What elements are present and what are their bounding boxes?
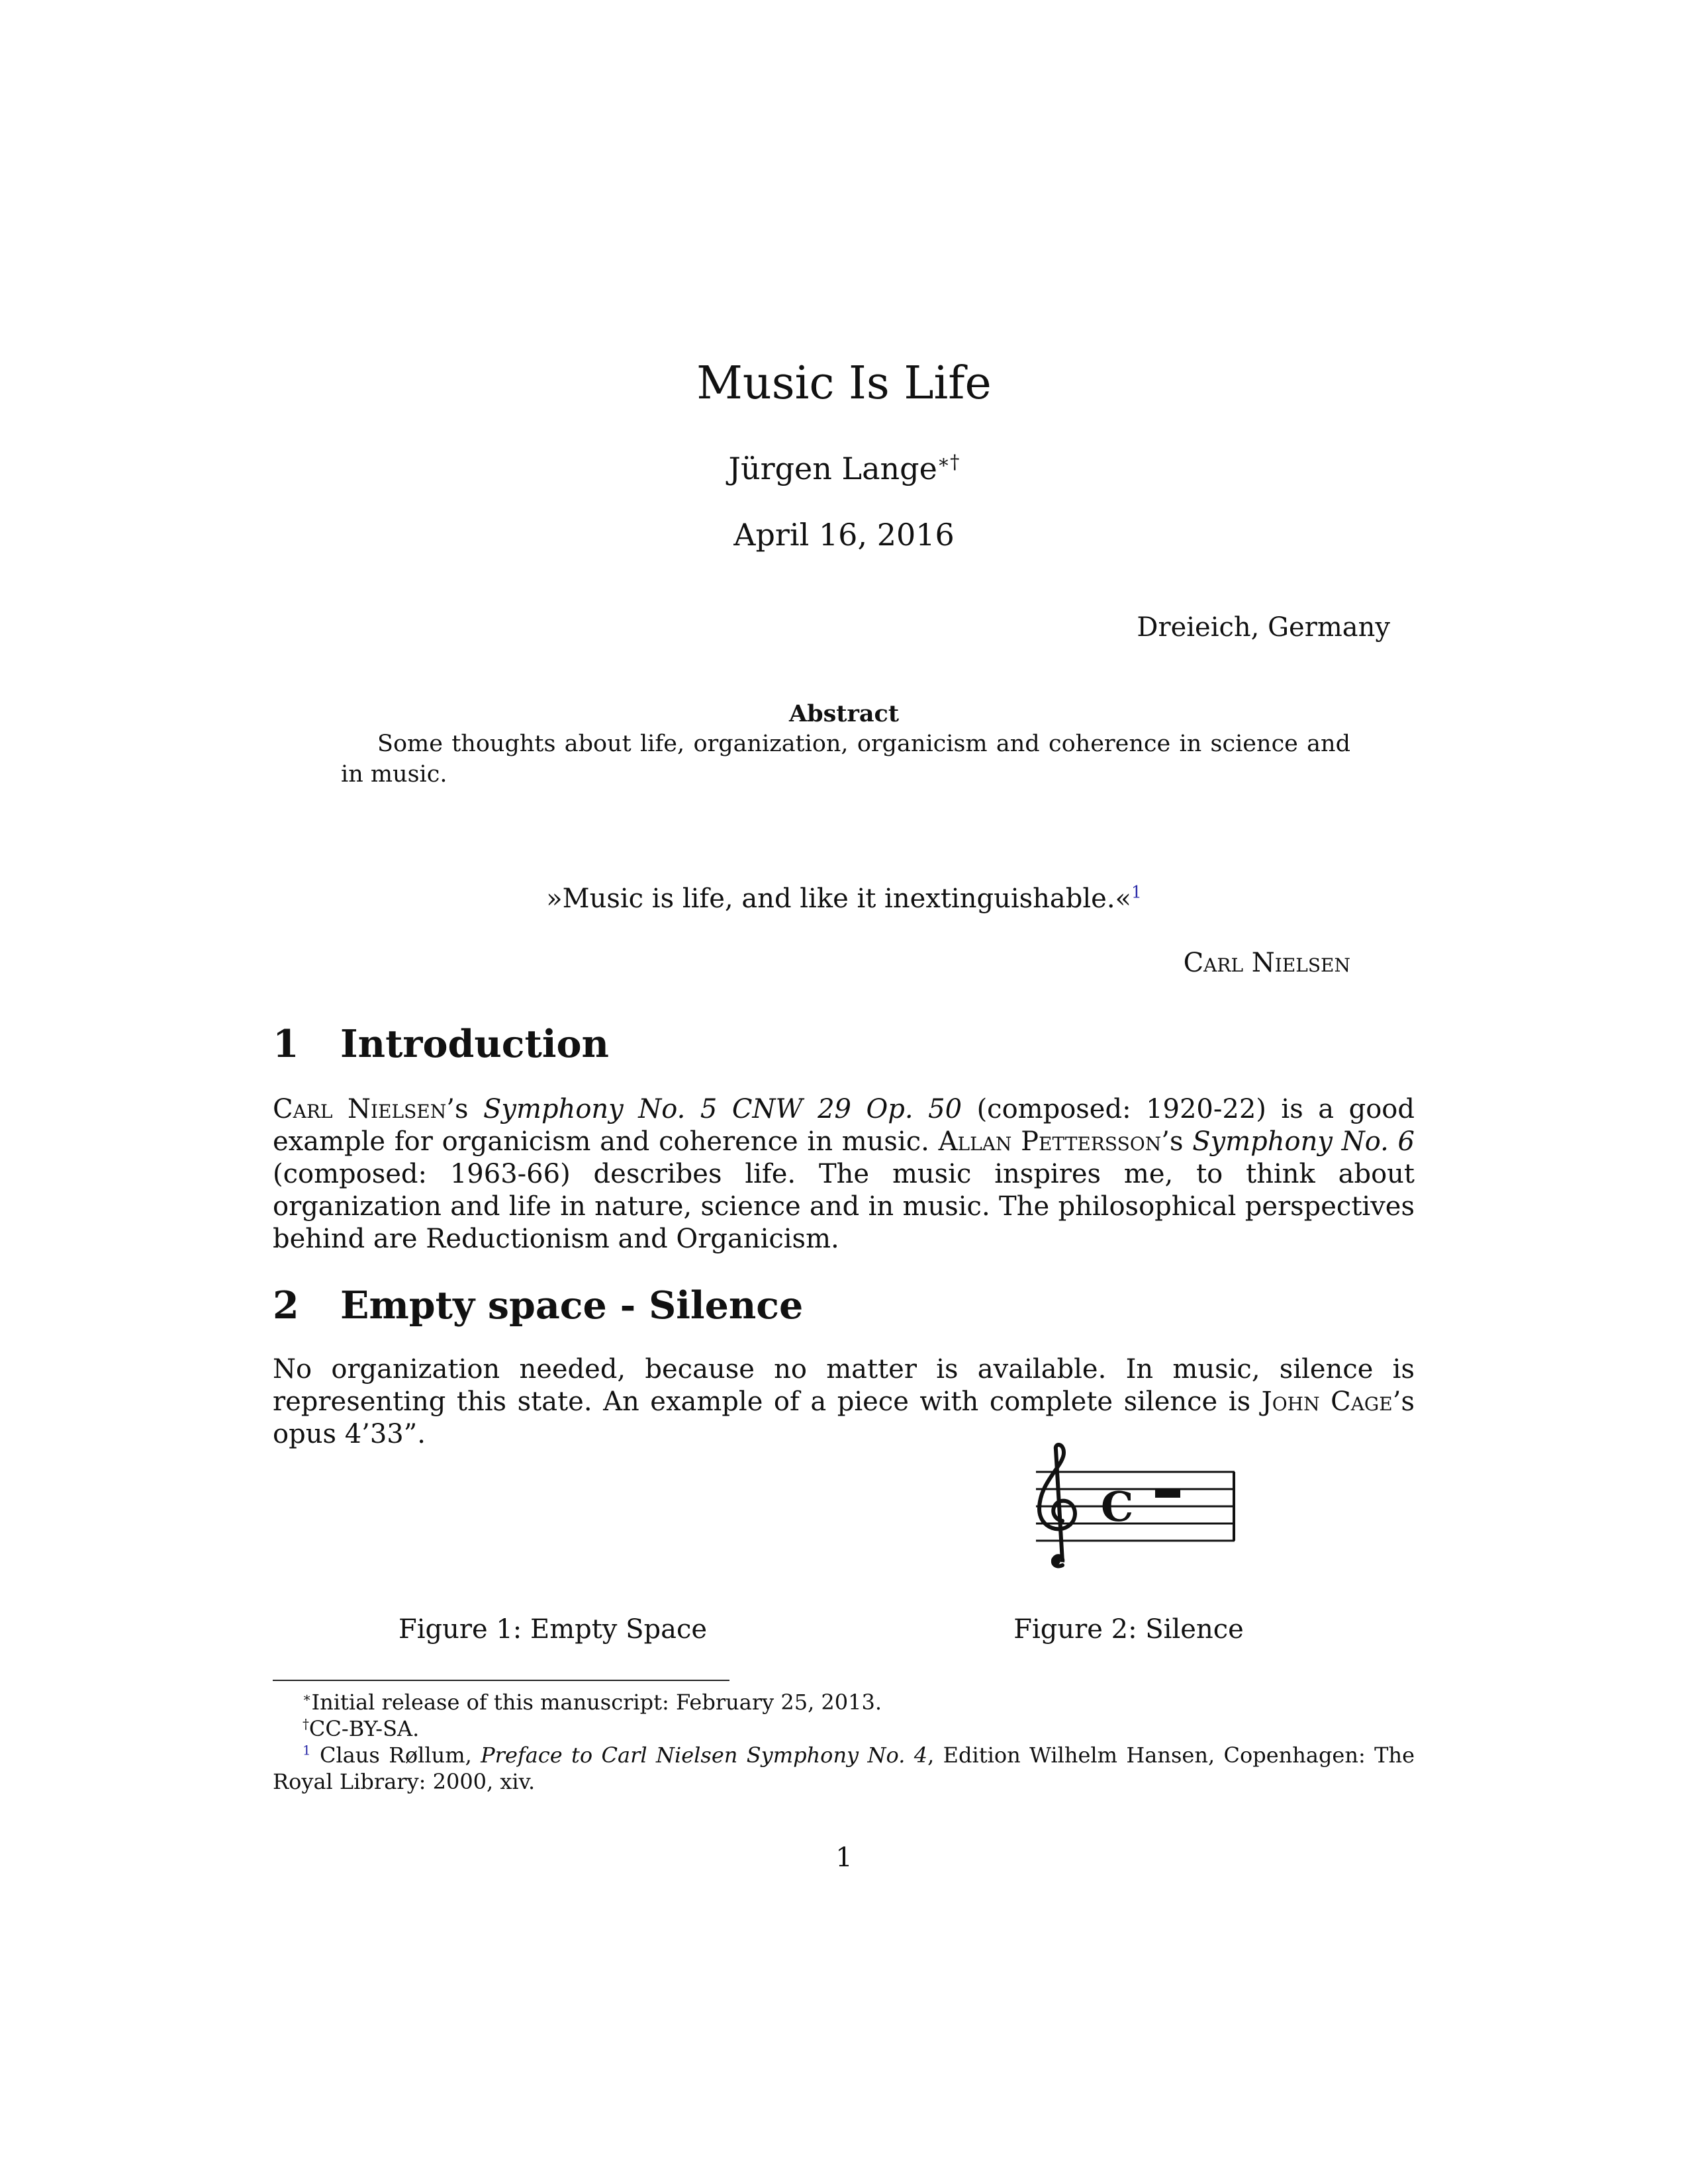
- text-run: ’s opus 4’33”.: [273, 1387, 1415, 1449]
- footnote-text: Initial release of this manuscript: February 25, 2013.: [311, 1690, 882, 1715]
- text-run: ’s: [446, 1094, 484, 1124]
- figure-1-caption: Figure 1: Empty Space: [398, 1614, 708, 1645]
- text-run: (composed: 1920-22) is a good example for organicism and coherence in music.: [273, 1094, 1415, 1157]
- composer-name: Allan Pettersson: [938, 1126, 1162, 1157]
- section-title: Introduction: [340, 1022, 609, 1066]
- epigraph-text: »Music is life, and like it inextinguishable.«: [546, 884, 1132, 914]
- text-run: (composed: 1963-66) describes life. The music inspires me, to think about organization and life in nature, science and in music. The philosophical perspectives behind are Reductionism and Organicism.: [273, 1159, 1415, 1254]
- section-number: 2: [273, 1283, 299, 1328]
- epigraph-quote: [0, 882, 1688, 915]
- composer-name: John Cage: [1261, 1387, 1393, 1417]
- work-title: Symphony No. 6: [1192, 1126, 1415, 1157]
- work-title: Symphony No. 5 CNW 29 Op. 50: [483, 1094, 962, 1124]
- introduction-paragraph: [273, 1093, 1415, 1255]
- abstract-heading: Abstract: [788, 700, 900, 727]
- footnote-1: [273, 1689, 1415, 1715]
- page-number: 1: [835, 1843, 853, 1873]
- composer-name: Carl Nielsen: [273, 1094, 447, 1124]
- text-run: No organization needed, because no matter is available. In music, silence is representing this state. An example of a piece with complete silence is: [273, 1354, 1415, 1417]
- common-time-glyph: C: [1101, 1482, 1134, 1531]
- section-number: 1: [273, 1022, 299, 1066]
- location: Dreieich, Germany: [1137, 612, 1390, 643]
- footnote-rule: [273, 1680, 729, 1681]
- empty-space-paragraph: [273, 1353, 1415, 1451]
- epigraph-footnote-link[interactable]: 1: [1131, 882, 1142, 902]
- footnote-mark[interactable]: 1: [303, 1743, 311, 1758]
- footnote-text: CC-BY-SA.: [308, 1716, 420, 1741]
- music-staff-figure: [1036, 1443, 1248, 1575]
- author-line: [0, 450, 1688, 487]
- paper-date: April 16, 2016: [733, 517, 955, 553]
- epigraph-attribution: Carl Nielsen: [1183, 948, 1350, 978]
- staff-lines: [1036, 1472, 1235, 1541]
- author-name: Jürgen Lange: [728, 451, 937, 486]
- figure-2-caption: Figure 2: Silence: [1013, 1614, 1244, 1645]
- footnote-text: Claus Røllum,: [320, 1743, 481, 1768]
- whole-rest-icon: [1155, 1489, 1180, 1498]
- footnote-mark: †: [303, 1716, 309, 1732]
- text-run: ’s: [1161, 1126, 1193, 1157]
- footnote-3: [273, 1742, 1415, 1795]
- paper-title: Music Is Life: [696, 357, 992, 410]
- author-footnote-marks: ∗†: [937, 451, 960, 473]
- abstract-text: Some thoughts about life, organization, organicism and coherence in science and in music.: [341, 731, 1350, 788]
- footnote-cited-title: Preface to Carl Nielsen Symphony No. 4: [481, 1743, 928, 1768]
- section-heading-introduction: [273, 1023, 609, 1066]
- section-title: Empty space - Silence: [340, 1283, 804, 1328]
- footnote-text: , Edition Wilhelm Hansen, Copenhagen: The Royal Library: 2000, xiv.: [273, 1743, 1415, 1794]
- footnote-mark: ∗: [303, 1690, 312, 1706]
- footnote-2: [273, 1715, 1415, 1742]
- section-heading-empty-space: [273, 1284, 803, 1328]
